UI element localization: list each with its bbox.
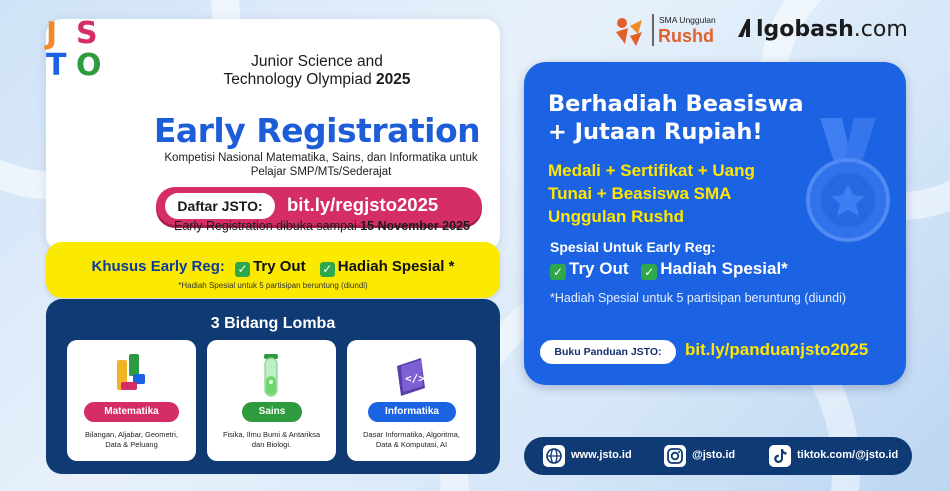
math-blocks-icon: [111, 352, 151, 400]
check-icon: ✓: [550, 264, 566, 280]
logo-letter-j: J: [46, 16, 58, 51]
guidebook-label: Buku Panduan JSTO:: [540, 340, 676, 364]
field-matematika: [67, 340, 196, 461]
logo-letter-t: T: [46, 48, 67, 83]
code-icon: [391, 352, 431, 400]
deadline-date: 15 November 2025: [360, 219, 470, 233]
field-description: [213, 430, 330, 449]
field-desc-line2: dan Biologi.: [251, 439, 292, 449]
guidebook-url[interactable]: bit.ly/panduanjsto2025: [685, 340, 869, 359]
rushd-mark-icon: [612, 14, 646, 48]
globe-icon: [543, 445, 565, 467]
rushd-divider: [652, 14, 654, 46]
rushd-small-text: SMA Unggulan: [659, 15, 716, 25]
field-sains: [207, 340, 336, 461]
subtitle: [116, 151, 526, 179]
medal-icon: [800, 118, 896, 248]
olympiad-year: 2025: [376, 71, 411, 88]
registration-card: [46, 16, 500, 251]
special-prize-note: *Hadiah Spesial untuk 5 partisipan beruntung (diundi): [550, 291, 847, 305]
field-desc-line2: Data & Komputasi, AI: [375, 439, 448, 449]
deadline-prefix: Early Registration dibuka sampai: [174, 219, 361, 233]
early-reg-note: *Hadiah Spesial untuk 5 partisipan beruntung (diundi): [178, 281, 368, 290]
check-icon: ✓: [320, 262, 335, 277]
olympiad-name-line2: [142, 71, 492, 89]
social-bar: [524, 437, 912, 475]
field-desc-line2: Data & Peluang: [105, 439, 158, 449]
guidebook-link[interactable]: [540, 338, 890, 366]
prize-list-line1: Medali + Sertifikat + Uang: [548, 161, 755, 180]
field-desc-line1: Dasar Informatika, Algoritma,: [363, 430, 460, 439]
early-reg-bar: [46, 242, 500, 298]
special-early-items: [550, 259, 788, 280]
tiktok-icon: [769, 445, 791, 467]
early-reg-label: Khusus Early Reg:: [91, 258, 225, 275]
register-url[interactable]: bit.ly/regjsto2025: [287, 194, 439, 215]
algobash-logo: [736, 17, 908, 42]
field-desc-line1: Fisika, Ilmu Bumi & Antariksa: [222, 430, 321, 439]
field-description: [73, 430, 190, 449]
subtitle-line1: Kompetisi Nasional Matematika, Sains, dan Informatika untuk: [164, 152, 478, 164]
logo-letter-o: O: [76, 48, 102, 83]
check-icon: ✓: [641, 264, 657, 280]
field-informatika: [347, 340, 476, 461]
prize-list: [548, 159, 808, 228]
field-description: [353, 430, 470, 449]
algobash-a-icon: [736, 18, 756, 38]
tag-matematika: Matematika: [84, 402, 179, 422]
special-prize: Hadiah Spesial*: [660, 259, 788, 278]
prize-title-line2: + Jutaan Rupiah!: [548, 119, 763, 145]
check-icon: ✓: [235, 262, 250, 277]
register-label: Daftar JSTO:: [165, 193, 275, 219]
olympiad-name-line1: Junior Science and: [251, 53, 383, 70]
prize-card: [524, 62, 906, 385]
prize-title-line1: Berhadiah Beasiswa: [548, 91, 804, 117]
special-early-label: Spesial Untuk Early Reg:: [550, 239, 716, 255]
svg-text:</>: </>: [405, 372, 425, 385]
logo-letter-s: S: [76, 16, 98, 51]
test-tube-icon: [251, 352, 291, 400]
rushd-big-text: Rushd: [658, 26, 714, 46]
jsto-logo: [46, 16, 108, 83]
competition-fields-card: [46, 299, 500, 474]
algobash-domain: .com: [853, 17, 908, 42]
olympiad-name-text: Technology Olympiad: [223, 71, 376, 88]
benefit-try-out: Try Out: [253, 258, 306, 275]
algobash-name: lgobash: [756, 17, 854, 42]
subtitle-line2: Pelajar SMP/MTs/Sederajat: [250, 166, 392, 178]
tag-sains: Sains: [242, 402, 302, 422]
prize-list-line3: Unggulan Rushd: [548, 207, 684, 226]
page-title: Early Registration: [153, 111, 481, 150]
field-desc-line1: Bilangan, Aljabar, Geometri,: [85, 430, 178, 439]
website-text: www.jsto.id: [571, 449, 632, 461]
special-try-out: Try Out: [569, 259, 629, 278]
instagram-icon: [664, 445, 686, 467]
tiktok-text: tiktok.com/@jsto.id: [797, 449, 899, 461]
tag-informatika: Informatika: [368, 402, 456, 422]
instagram-text: @jsto.id: [692, 449, 736, 461]
fields-heading: 3 Bidang Lomba: [210, 315, 336, 332]
prize-list-line2: Tunai + Beasiswa SMA: [548, 184, 732, 203]
registration-deadline: [132, 219, 512, 233]
early-reg-benefits: [46, 258, 500, 277]
prize-title: [548, 90, 804, 146]
benefit-special-prize: Hadiah Spesial *: [337, 258, 455, 275]
